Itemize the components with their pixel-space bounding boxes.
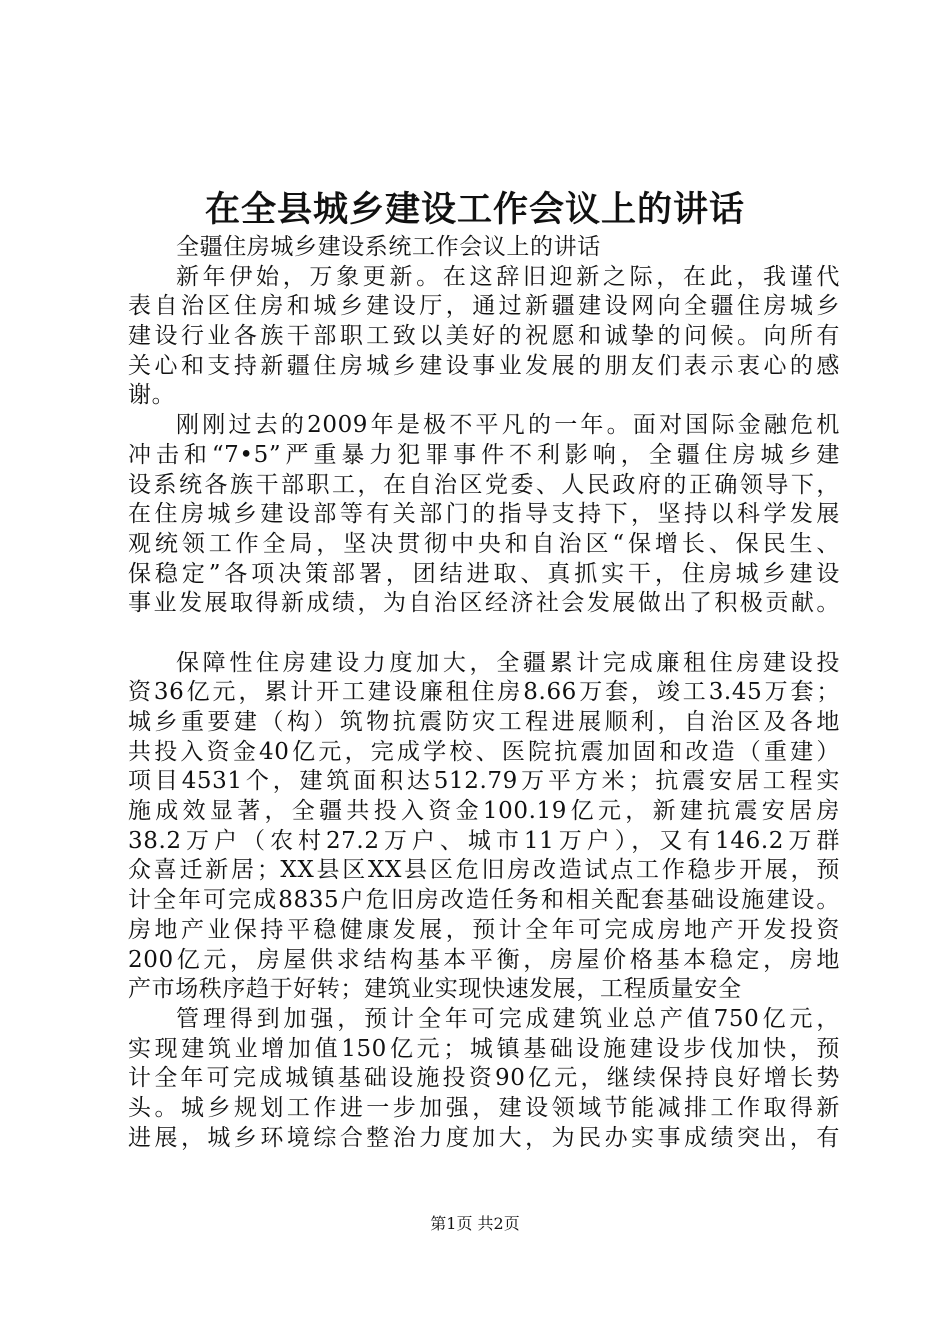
text-line: 进展，城乡环境综合整治力度加大，为民办实事成绩突出，有 [128, 1124, 840, 1151]
text-line: 计全年可完成8835户危旧房改造任务和相关配套基础设施建设。 [128, 887, 840, 914]
text-line: 保稳定”各项决策部署，团结进取、真抓实干，住房城乡建设 [128, 560, 840, 587]
text-line: 计全年可完成城镇基础设施投资90亿元，继续保持良好增长势 [128, 1065, 840, 1092]
document-title: 在全县城乡建设工作会议上的讲话 [204, 189, 745, 230]
text-line: 众喜迁新居；XX县区XX县区危旧房改造试点工作稳步开展，预 [128, 857, 840, 884]
text-line: 观统领工作全局，坚决贯彻中央和自治区“保增长、保民生、 [128, 530, 840, 557]
document-body [128, 233, 840, 1153]
page-footer: 第1页 共2页 [430, 1214, 520, 1233]
text-line: 保障性住房建设力度加大，全疆累计完成廉租住房建设投 [176, 649, 840, 676]
text-line: 房地产业保持平稳健康发展，预计全年可完成房地产开发投资 [128, 916, 840, 943]
text-line: 冲击和“7•5”严重暴力犯罪事件不利影响，全疆住房城乡建 [128, 441, 840, 468]
text-line: 38.2万户（农村27.2万户、城市11万户），又有146.2万群 [128, 827, 840, 854]
text-line: 建设行业各族干部职工致以美好的祝愿和诚挚的问候。向所有 [128, 323, 840, 350]
text-line: 施成效显著，全疆共投入资金100.19亿元，新建抗震安居房 [128, 798, 840, 825]
text-line: 谢。 [128, 382, 176, 409]
text-line: 刚刚过去的2009年是极不平凡的一年。面对国际金融危机 [176, 412, 840, 439]
text-line: 项目4531个，建筑面积达512.79万平方米；抗震安居工程实 [128, 768, 840, 795]
text-line: 共投入资金40亿元，完成学校、医院抗震加固和改造（重建） [128, 738, 840, 765]
text-line: 资36亿元，累计开工建设廉租住房8.66万套，竣工3.45万套； [128, 679, 840, 706]
text-line: 产市场秩序趋于好转；建筑业实现快速发展，工程质量安全 [128, 976, 742, 1003]
text-line: 管理得到加强，预计全年可完成建筑业总产值750亿元， [176, 1005, 840, 1032]
text-line: 事业发展取得新成绩，为自治区经济社会发展做出了积极贡献。 [128, 590, 840, 617]
text-line: 实现建筑业增加值150亿元；城镇基础设施建设步伐加快，预 [128, 1035, 840, 1062]
text-line: 关心和支持新疆住房城乡建设事业发展的朋友们表示衷心的感 [128, 352, 840, 379]
text-line: 设系统各族干部职工，在自治区党委、人民政府的正确领导下， [128, 471, 840, 498]
text-line: 头。城乡规划工作进一步加强，建设领域节能减排工作取得新 [128, 1094, 840, 1121]
text-line: 城乡重要建（构）筑物抗震防灾工程进展顺利，自治区及各地 [128, 709, 840, 735]
text-line: 200亿元，房屋供求结构基本平衡，房屋价格基本稳定，房地 [128, 946, 840, 973]
text-line: 新年伊始，万象更新。在这辞旧迎新之际，在此，我谨代 [176, 263, 840, 290]
paragraph-gap [128, 619, 840, 649]
text-line: 表自治区住房和城乡建设厅，通过新疆建设网向全疆住房城乡 [128, 293, 840, 320]
text-line: 在住房城乡建设部等有关部门的指导支持下，坚持以科学发展 [128, 501, 840, 528]
text-line: 全疆住房城乡建设系统工作会议上的讲话 [176, 234, 601, 260]
